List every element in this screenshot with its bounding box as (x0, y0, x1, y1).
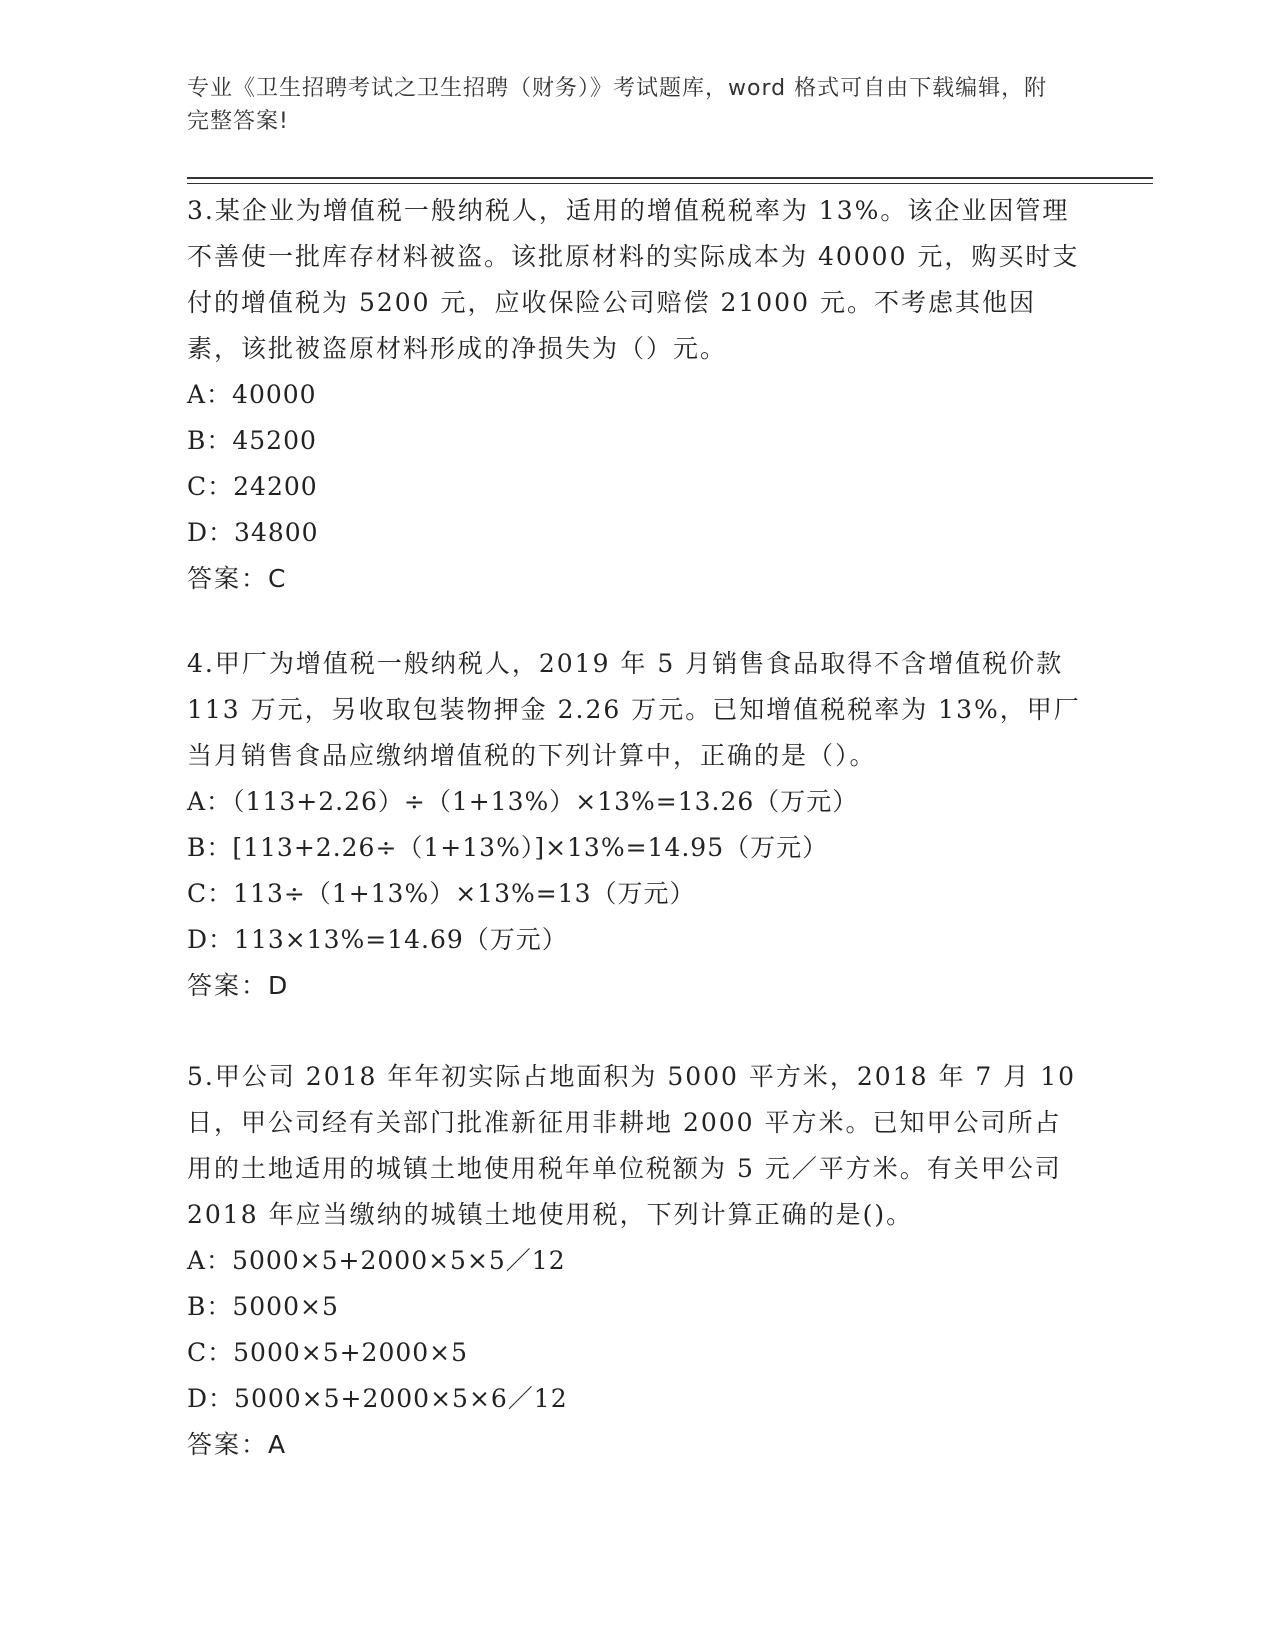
question-stem: 5.甲公司 2018 年年初实际占地面积为 5000 平方米，2018 年 7 月 10 日，甲公司经有关部门批准新征用非耕地 2000 平方米。已知甲公司所占用的土地适用的城镇土地使用税年单位税额为 5 元／平方米。有关甲公司 2018 年应当缴纳的城镇土地使用税，下列计算正确的是()。 (187, 1062, 1077, 1229)
option-d: D：5000×5+2000×5×6／12 (187, 1384, 568, 1413)
option-b: B：45200 (187, 426, 317, 455)
option-c: C：24200 (187, 472, 318, 501)
answer-line: 答案：C (187, 564, 288, 593)
option-b: B：5000×5 (187, 1292, 339, 1321)
option-c: C：5000×5+2000×5 (187, 1338, 469, 1367)
page-header: 专业《卫生招聘考试之卫生招聘（财务）》考试题库，word 格式可自由下载编辑，附完整答案! (187, 76, 1048, 134)
option-d: D：113×13%=14.69（万元） (187, 925, 568, 954)
question-3 (187, 188, 1087, 602)
answer-line: 答案：D (187, 971, 290, 1000)
header-divider-thin (187, 183, 1153, 184)
question-5 (187, 1054, 1087, 1468)
question-4 (187, 641, 1087, 1009)
option-b: B：[113+2.26÷（1+13%）]×13%=14.95（万元） (187, 833, 829, 862)
question-stem: 3.某企业为增值税一般纳税人，适用的增值税税率为 13%。该企业因管理不善使一批库存材料被盗。该批原材料的实际成本为 40000 元，购买时支付的增值税为 5200 元，应收保险公司赔偿 21000 元。不考虑其他因素，该批被盗原材料形成的净损失为（）元。 (187, 196, 1080, 363)
option-a: A：5000×5+2000×5×5／12 (187, 1246, 566, 1275)
question-stem: 4.甲厂为增值税一般纳税人，2019 年 5 月销售食品取得不含增值税价款 113 万元，另收取包装物押金 2.26 万元。已知增值税税率为 13%，甲厂当月销售食品应缴纳增值税的下列计算中，正确的是（）。 (187, 649, 1081, 770)
option-a: A：40000 (187, 380, 317, 409)
option-d: D：34800 (187, 518, 319, 547)
option-a: A：（113+2.26）÷（1+13%）×13%=13.26（万元） (187, 787, 859, 816)
answer-line: 答案：A (187, 1430, 288, 1459)
header-divider-thick (187, 177, 1153, 179)
option-c: C：113÷（1+13%）×13%=13（万元） (187, 879, 696, 908)
